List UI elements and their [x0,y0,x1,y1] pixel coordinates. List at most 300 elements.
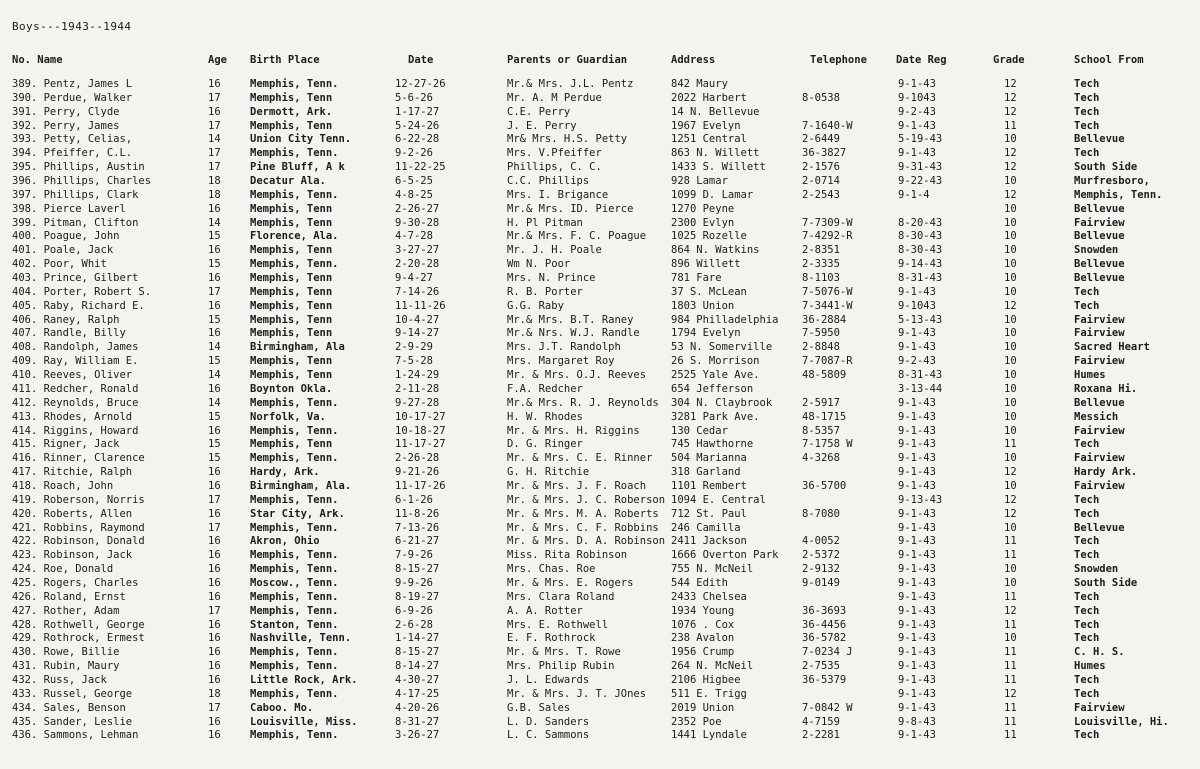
table-row [0,605,1200,618]
school-from: Tech [1074,285,1100,298]
student-age: 15 [208,355,221,368]
parents-guardian: A. A. Rotter [507,604,583,617]
student-name: 415. Rigner, Jack [12,438,120,451]
telephone: 2-8351 [802,244,840,257]
student-name: 426. Roland, Ernst [12,590,126,603]
parents-guardian: Mrs. Margaret Roy [507,355,615,368]
grade: 10 [1004,452,1017,465]
student-name: 411. Redcher, Ronald [12,382,139,395]
birth-date: 2-26-28 [395,452,440,465]
parents-guardian: Mr.& Mrs. F. C. Poague [507,230,647,243]
grade: 10 [1004,133,1017,146]
birth-place: Hardy, Ark. [250,466,320,479]
student-name: 404. Porter, Robert S. [12,285,152,298]
address: 1934 Young [671,604,735,617]
student-name: 399. Pitman, Clifton [12,216,139,229]
telephone: 7-0234 J [802,646,853,659]
telephone: 2-7535 [802,660,840,673]
birth-place: Memphis, Tenn. [250,729,339,742]
table-row [0,286,1200,299]
birth-date: 7-9-26 [395,549,433,562]
school-from: Snowden [1074,563,1119,576]
telephone: 8-7080 [802,507,840,520]
parents-guardian: H. Pl Pitman [507,216,583,229]
student-age: 17 [208,521,221,534]
student-name: 402. Poor, Whit [12,258,107,271]
telephone: 36-3693 [802,604,847,617]
birth-date: 6-5-25 [395,175,433,188]
table-row [0,452,1200,465]
birth-place: Memphis, Tenn [250,119,333,132]
birth-date: 11-11-26 [395,299,446,312]
grade: 12 [1004,91,1017,104]
birth-date: 11-17-26 [395,479,446,492]
student-age: 17 [208,119,221,132]
birth-place: Little Rock, Ark. [250,673,358,686]
school-from: Sacred Heart [1074,341,1150,354]
grade: 10 [1004,244,1017,257]
student-name: 424. Roe, Donald [12,563,114,576]
telephone: 8-5357 [802,424,840,437]
school-from: Bellevue [1074,202,1125,215]
student-name: 433. Russel, George [12,687,133,700]
school-from: Fairview [1074,355,1125,368]
table-row [0,425,1200,438]
date-registered: 9-22-43 [898,175,943,188]
telephone: 4-0052 [802,535,840,548]
grade: 11 [1004,660,1017,673]
birth-date: 10-17-27 [395,410,446,423]
table-row [0,161,1200,174]
student-age: 16 [208,632,221,645]
table-row [0,258,1200,271]
birth-place: Memphis, Tenn [250,285,333,298]
birth-place: Boynton Okla. [250,382,333,395]
table-row [0,688,1200,701]
birth-place: Memphis, Tenn. [250,549,339,562]
parents-guardian: J. E. Perry [507,119,577,132]
birth-date: 9-21-26 [395,466,440,479]
student-name: 421. Robbins, Raymond [12,521,145,534]
table-row [0,230,1200,243]
parents-guardian: Mr. & Mrs. C. F. Robbins [507,521,659,534]
address: 1967 Evelyn [671,119,741,132]
birth-place: Memphis, Tenn. [250,660,339,673]
student-age: 16 [208,479,221,492]
grade: 10 [1004,382,1017,395]
parents-guardian: J. L. Edwards [507,673,590,686]
telephone: 2-2281 [802,729,840,742]
address: 318 Garland [671,466,741,479]
address: 863 N. Willett [671,147,760,160]
telephone: 2-5372 [802,549,840,562]
student-name: 431. Rubin, Maury [12,660,120,673]
address: 544 Edith [671,576,728,589]
school-from: C. H. S. [1074,646,1125,659]
school-from: Roxana Hi. [1074,382,1138,395]
birth-place: Memphis, Tenn [250,299,333,312]
address: 2352 Poe [671,715,722,728]
grade: 11 [1004,673,1017,686]
address: 1441 Lyndale [671,729,747,742]
student-name: 430. Rowe, Billie [12,646,120,659]
school-from: Fairview [1074,701,1125,714]
school-from: Tech [1074,687,1100,700]
parents-guardian: Mr. & Mrs. C. E. Rinner [507,452,653,465]
birth-date: 9-9-26 [395,576,433,589]
birth-date: 4-7-28 [395,230,433,243]
date-registered: 8-30-43 [898,230,943,243]
birth-date: 11-17-27 [395,438,446,451]
student-age: 16 [208,660,221,673]
school-from: Tech [1074,299,1100,312]
birth-date: 2-20-28 [395,258,440,271]
address: 26 S. Morrison [671,355,760,368]
student-name: 406. Raney, Ralph [12,313,120,326]
birth-date: 8-15-27 [395,646,440,659]
grade: 12 [1004,604,1017,617]
telephone: 2-9132 [802,563,840,576]
student-name: 405. Raby, Richard E. [12,299,145,312]
birth-date: 9-30-28 [395,216,440,229]
parents-guardian: G. H. Ritchie [507,466,590,479]
table-row [0,106,1200,119]
parents-guardian: C.C. Phillips [507,175,590,188]
parents-guardian: L. D. Sanders [507,715,590,728]
student-name: 417. Ritchie, Ralph [12,466,133,479]
birth-date: 6-22-28 [395,133,440,146]
birth-place: Memphis, Tenn. [250,590,339,603]
student-name: 412. Reynolds, Bruce [12,396,139,409]
grade: 10 [1004,341,1017,354]
date-registered: 9-1-43 [898,535,936,548]
grade: 10 [1004,202,1017,215]
parents-guardian: Mr.& Mrs. R. J. Reynolds [507,396,659,409]
address: 1666 Overton Park [671,549,779,562]
date-registered: 9-13-43 [898,493,943,506]
school-from: Humes [1074,369,1106,382]
student-age: 16 [208,382,221,395]
grade: 10 [1004,272,1017,285]
birth-date: 7-5-28 [395,355,433,368]
grade: 11 [1004,646,1017,659]
table-row [0,508,1200,521]
grade: 11 [1004,618,1017,631]
student-age: 16 [208,244,221,257]
student-age: 14 [208,216,221,229]
birth-date: 2-11-28 [395,382,440,395]
birth-place: Stanton, Tenn. [250,618,339,631]
birth-place: Memphis, Tenn. [250,646,339,659]
grade: 10 [1004,327,1017,340]
student-age: 15 [208,258,221,271]
telephone: 7-5076-W [802,285,853,298]
telephone: 7-4292-R [802,230,853,243]
grade: 10 [1004,175,1017,188]
table-row [0,189,1200,202]
student-age: 15 [208,313,221,326]
address: 842 Maury [671,78,728,90]
telephone: 36-5700 [802,479,847,492]
school-from: Memphis, Tenn. [1074,188,1163,201]
birth-date: 11-22-25 [395,161,446,174]
school-from: Tech [1074,673,1100,686]
table-row [0,466,1200,479]
parents-guardian: Mrs. Clara Roland [507,590,615,603]
address: 1433 S. Willett [671,161,766,174]
table-row [0,369,1200,382]
school-from: Messich [1074,410,1119,423]
table-row [0,147,1200,160]
address: 1803 Union [671,299,735,312]
date-registered: 9-1-43 [898,701,936,714]
student-name: 407. Randle, Billy [12,327,126,340]
student-name: 413. Rhodes, Arnold [12,410,133,423]
student-age: 18 [208,687,221,700]
telephone: 2-3335 [802,258,840,271]
student-age: 17 [208,91,221,104]
parents-guardian: L. C. Sammons [507,729,590,742]
school-from: Fairview [1074,327,1125,340]
table-row [0,674,1200,687]
student-age: 16 [208,424,221,437]
parents-guardian: Mr& Mrs. H.S. Petty [507,133,628,146]
parents-guardian: D. G. Ringer [507,438,583,451]
birth-date: 2-6-28 [395,618,433,631]
table-row [0,244,1200,257]
parents-guardian: Mr.& Mrs. B.T. Raney [507,313,634,326]
telephone: 2-5917 [802,396,840,409]
address: 511 E. Trigg [671,687,747,700]
table-row [0,314,1200,327]
date-registered: 9-1-43 [898,119,936,132]
date-registered: 9-1-43 [898,396,936,409]
date-registered: 9-1-43 [898,563,936,576]
student-name: 398. Pierce Laverl [12,202,126,215]
student-name: 423. Robinson, Jack [12,549,133,562]
parents-guardian: Mr. A. M Perdue [507,91,602,104]
birth-place: Memphis, Tenn. [250,396,339,409]
birth-place: Memphis, Tenn [250,355,333,368]
parents-guardian: F.A. Redcher [507,382,583,395]
header-school-from: School From [1074,54,1144,66]
birth-place: Memphis, Tenn [250,313,333,326]
date-registered: 9-1-43 [898,521,936,534]
birth-date: 12-27-26 [395,78,446,90]
address: 246 Camilla [671,521,741,534]
parents-guardian: Mr. & Mrs. H. Riggins [507,424,640,437]
birth-date: 5-6-26 [395,91,433,104]
school-from: Tech [1074,105,1100,118]
student-age: 17 [208,604,221,617]
date-registered: 9-1-43 [898,729,936,742]
parents-guardian: Mrs. Chas. Roe [507,563,596,576]
telephone: 36-4456 [802,618,847,631]
telephone: 2-1576 [802,161,840,174]
date-registered: 9-1-43 [898,549,936,562]
address: 1270 Peyne [671,202,735,215]
school-from: Hardy Ark. [1074,466,1138,479]
header-birth-place: Birth Place [250,54,320,66]
parents-guardian: Mrs. E. Rothwell [507,618,609,631]
student-name: 396. Phillips, Charles [12,175,152,188]
student-name: 391. Perry, Clyde [12,105,120,118]
date-registered: 9-1-43 [898,646,936,659]
birth-place: Caboo. Mo. [250,701,314,714]
header-age: Age [208,54,227,66]
address: 1094 E. Central [671,493,766,506]
date-registered: 8-20-43 [898,216,943,229]
birth-date: 8-31-27 [395,715,440,728]
address: 2411 Jackson [671,535,747,548]
grade: 10 [1004,410,1017,423]
telephone: 2-6449 [802,133,840,146]
student-age: 14 [208,341,221,354]
grade: 10 [1004,313,1017,326]
student-name: 425. Rogers, Charles [12,576,139,589]
parents-guardian: Mr. & Mrs. M. A. Roberts [507,507,659,520]
table-row [0,133,1200,146]
telephone: 2-8848 [802,341,840,354]
grade: 12 [1004,78,1017,90]
table-row [0,78,1200,91]
birth-date: 1-17-27 [395,105,440,118]
table-row [0,632,1200,645]
birth-date: 1-24-29 [395,369,440,382]
birth-date: 4-8-25 [395,188,433,201]
birth-place: Memphis, Tenn [250,91,333,104]
date-registered: 9-1-43 [898,285,936,298]
birth-date: 5-24-26 [395,119,440,132]
student-age: 16 [208,299,221,312]
grade: 10 [1004,216,1017,229]
school-from: Louisville, Hi. [1074,715,1169,728]
parents-guardian: Mrs. N. Prince [507,272,596,285]
student-name: 416. Rinner, Clarence [12,452,145,465]
date-registered: 9-1-43 [898,410,936,423]
birth-place: Star City, Ark. [250,507,345,520]
grade: 12 [1004,105,1017,118]
table-row [0,522,1200,535]
table-row [0,327,1200,340]
school-from: Murfresboro, [1074,175,1150,188]
grade: 11 [1004,729,1017,742]
date-registered: 9-2-43 [898,355,936,368]
student-name: 420. Roberts, Allen [12,507,133,520]
address: 1099 D. Lamar [671,188,754,201]
date-registered: 9-1-43 [898,618,936,631]
grade: 11 [1004,438,1017,451]
student-age: 17 [208,285,221,298]
address: 1025 Rozelle [671,230,747,243]
birth-date: 4-30-27 [395,673,440,686]
student-age: 17 [208,701,221,714]
telephone: 36-3827 [802,147,847,160]
address: 1956 Crump [671,646,735,659]
birth-place: Memphis, Tenn. [250,188,339,201]
date-registered: 9-1-43 [898,576,936,589]
grade: 11 [1004,535,1017,548]
address: 130 Cedar [671,424,728,437]
birth-date: 10-18-27 [395,424,446,437]
address: 654 Jefferson [671,382,754,395]
birth-place: Memphis, Tenn [250,272,333,285]
student-age: 16 [208,590,221,603]
birth-place: Memphis, Tenn. [250,424,339,437]
date-registered: 9-31-43 [898,161,943,174]
birth-place: Florence, Ala. [250,230,339,243]
table-row [0,660,1200,673]
grade: 11 [1004,590,1017,603]
school-from: Fairview [1074,424,1125,437]
birth-date: 2-9-29 [395,341,433,354]
address: 238 Avalon [671,632,735,645]
birth-place: Memphis, Tenn. [250,493,339,506]
student-age: 17 [208,493,221,506]
date-registered: 9-1-43 [898,341,936,354]
student-name: 428. Rothwell, George [12,618,145,631]
student-age: 14 [208,369,221,382]
birth-date: 6-21-27 [395,535,440,548]
address: 1101 Rembert [671,479,747,492]
parents-guardian: E. F. Rothrock [507,632,596,645]
student-age: 15 [208,438,221,451]
address: 264 N. McNeil [671,660,754,673]
grade: 12 [1004,161,1017,174]
student-age: 16 [208,618,221,631]
address: 504 Marianna [671,452,747,465]
telephone: 36-2884 [802,313,847,326]
date-registered: 9-1-43 [898,424,936,437]
date-registered: 9-1-43 [898,604,936,617]
parents-guardian: Mr.& Mrs. ID. Pierce [507,202,634,215]
date-registered: 9-1-43 [898,590,936,603]
student-age: 16 [208,78,221,90]
school-from: Fairview [1074,313,1125,326]
address: 755 N. McNeil [671,563,754,576]
telephone: 7-5950 [802,327,840,340]
address: 1076 . Cox [671,618,735,631]
birth-date: 11-8-26 [395,507,440,520]
school-from: Bellevue [1074,396,1125,409]
telephone: 2-0714 [802,175,840,188]
parents-guardian: G.B. Sales [507,701,571,714]
school-from: Tech [1074,78,1100,90]
birth-place: Memphis, Tenn. [250,147,339,160]
grade: 10 [1004,230,1017,243]
student-age: 16 [208,549,221,562]
page-title: Boys---1943--1944 [12,20,132,33]
student-name: 419. Roberson, Norris [12,493,145,506]
student-age: 18 [208,175,221,188]
grade: 12 [1004,507,1017,520]
parents-guardian: Mrs. J.T. Randolph [507,341,621,354]
table-row [0,535,1200,548]
address: 781 Fare [671,272,722,285]
school-from: Humes [1074,660,1106,673]
student-name: 436. Sammons, Lehman [12,729,139,742]
header-telephone: Telephone [810,54,867,66]
birth-date: 9-14-27 [395,327,440,340]
school-from: Fairview [1074,452,1125,465]
birth-date: 4-17-25 [395,687,440,700]
address: 14 N. Bellevue [671,105,760,118]
table-row [0,217,1200,230]
birth-place: Memphis, Tenn [250,244,333,257]
birth-place: Dermott, Ark. [250,105,333,118]
grade: 10 [1004,576,1017,589]
parents-guardian: Mr.& Nrs. W.J. Randle [507,327,640,340]
